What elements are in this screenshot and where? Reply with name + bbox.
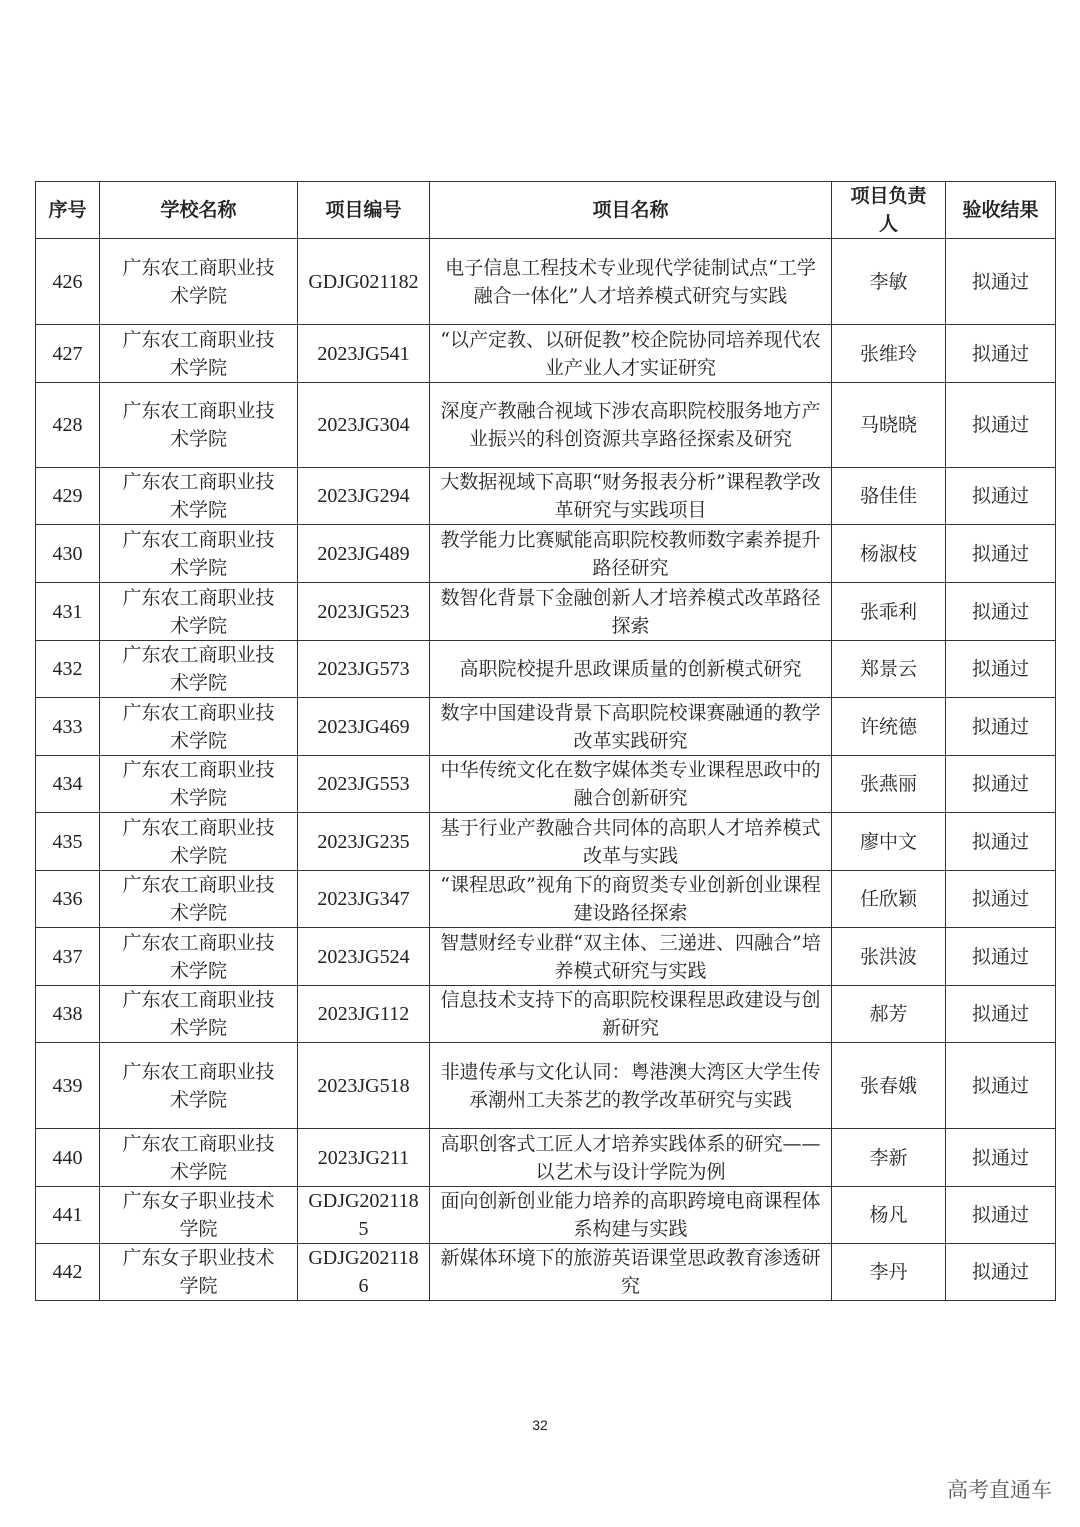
- header-lead: 项目负责人: [832, 182, 946, 239]
- table-row: [36, 468, 1056, 525]
- project-code: 2023JG541: [298, 325, 430, 383]
- project-name: 智慧财经专业群“双主体、三递进、四融合”培养模式研究与实践: [430, 928, 832, 986]
- project-lead: 郑景云: [832, 641, 946, 698]
- school-name: 广东农工商职业技术学院: [100, 1129, 298, 1187]
- project-code: 2023JG518: [298, 1043, 430, 1129]
- school-name: 广东农工商职业技术学院: [100, 383, 298, 468]
- project-name: “课程思政”视角下的商贸类专业创新创业课程建设路径探索: [430, 871, 832, 928]
- acceptance-result: 拟通过: [946, 986, 1056, 1043]
- row-number: 426: [36, 239, 100, 325]
- acceptance-result: 拟通过: [946, 1129, 1056, 1187]
- project-code: 2023JG294: [298, 468, 430, 525]
- acceptance-result: 拟通过: [946, 383, 1056, 468]
- row-number: 440: [36, 1129, 100, 1187]
- table-row: [36, 1244, 1056, 1301]
- table-row: [36, 698, 1056, 756]
- row-number: 441: [36, 1187, 100, 1244]
- project-name: 新媒体环境下的旅游英语课堂思政教育渗透研究: [430, 1244, 832, 1301]
- project-code: 2023JG524: [298, 928, 430, 986]
- acceptance-result: 拟通过: [946, 1244, 1056, 1301]
- project-name: 电子信息工程技术专业现代学徒制试点“工学融合一体化”人才培养模式研究与实践: [430, 239, 832, 325]
- school-name: 广东农工商职业技术学院: [100, 756, 298, 813]
- school-name: 广东农工商职业技术学院: [100, 928, 298, 986]
- table-row: [36, 871, 1056, 928]
- row-number: 429: [36, 468, 100, 525]
- table-row: [36, 383, 1056, 468]
- school-name: 广东农工商职业技术学院: [100, 871, 298, 928]
- project-lead: 李新: [832, 1129, 946, 1187]
- school-name: 广东农工商职业技术学院: [100, 325, 298, 383]
- table-row: [36, 1129, 1056, 1187]
- header-school: 学校名称: [100, 182, 298, 239]
- project-name: 高职创客式工匠人才培养实践体系的研究——以艺术与设计学院为例: [430, 1129, 832, 1187]
- acceptance-result: 拟通过: [946, 239, 1056, 325]
- project-code: 2023JG553: [298, 756, 430, 813]
- acceptance-result: 拟通过: [946, 1187, 1056, 1244]
- header-row: [36, 182, 1056, 239]
- acceptance-result: 拟通过: [946, 583, 1056, 641]
- row-number: 436: [36, 871, 100, 928]
- project-code: 2023JG211: [298, 1129, 430, 1187]
- table-row: [36, 1043, 1056, 1129]
- school-name: 广东农工商职业技术学院: [100, 1043, 298, 1129]
- school-name: 广东农工商职业技术学院: [100, 525, 298, 583]
- project-name: 信息技术支持下的高职院校课程思政建设与创新研究: [430, 986, 832, 1043]
- project-name: 高职院校提升思政课质量的创新模式研究: [430, 641, 832, 698]
- table-row: [36, 325, 1056, 383]
- project-lead: 张春娥: [832, 1043, 946, 1129]
- school-name: 广东农工商职业技术学院: [100, 468, 298, 525]
- row-number: 435: [36, 813, 100, 871]
- project-lead: 郝芳: [832, 986, 946, 1043]
- school-name: 广东农工商职业技术学院: [100, 583, 298, 641]
- project-code: 2023JG304: [298, 383, 430, 468]
- header-result: 验收结果: [946, 182, 1056, 239]
- row-number: 428: [36, 383, 100, 468]
- project-code: GDJG2021185: [298, 1187, 430, 1244]
- row-number: 430: [36, 525, 100, 583]
- row-number: 434: [36, 756, 100, 813]
- table-row: [36, 928, 1056, 986]
- project-name: 数字中国建设背景下高职院校课赛融通的教学改革实践研究: [430, 698, 832, 756]
- project-name: 面向创新创业能力培养的高职跨境电商课程体系构建与实践: [430, 1187, 832, 1244]
- project-name: 大数据视域下高职“财务报表分析”课程教学改革研究与实践项目: [430, 468, 832, 525]
- row-number: 431: [36, 583, 100, 641]
- school-name: 广东农工商职业技术学院: [100, 239, 298, 325]
- acceptance-result: 拟通过: [946, 641, 1056, 698]
- project-code: GDJG2021186: [298, 1244, 430, 1301]
- project-lead: 张燕丽: [832, 756, 946, 813]
- row-number: 438: [36, 986, 100, 1043]
- watermark: 高考直通车: [947, 1478, 1052, 1502]
- project-code: 2023JG523: [298, 583, 430, 641]
- school-name: 广东农工商职业技术学院: [100, 813, 298, 871]
- table-row: [36, 1187, 1056, 1244]
- project-lead: 骆佳佳: [832, 468, 946, 525]
- table-row: [36, 756, 1056, 813]
- project-lead: 任欣颖: [832, 871, 946, 928]
- project-acceptance-table: [35, 181, 1056, 1301]
- project-lead: 许统德: [832, 698, 946, 756]
- project-name: 基于行业产教融合共同体的高职人才培养模式改革与实践: [430, 813, 832, 871]
- project-name: 深度产教融合视域下涉农高职院校服务地方产业振兴的科创资源共享路径探索及研究: [430, 383, 832, 468]
- project-name: 中华传统文化在数字媒体类专业课程思政中的融合创新研究: [430, 756, 832, 813]
- project-lead: 李丹: [832, 1244, 946, 1301]
- acceptance-result: 拟通过: [946, 468, 1056, 525]
- school-name: 广东农工商职业技术学院: [100, 986, 298, 1043]
- project-code: 2023JG347: [298, 871, 430, 928]
- acceptance-result: 拟通过: [946, 525, 1056, 583]
- header-no: 序号: [36, 182, 100, 239]
- project-name: “以产定教、以研促教”校企院协同培养现代农业产业人才实证研究: [430, 325, 832, 383]
- acceptance-result: 拟通过: [946, 1043, 1056, 1129]
- table-row: [36, 986, 1056, 1043]
- row-number: 433: [36, 698, 100, 756]
- project-lead: 张乖利: [832, 583, 946, 641]
- project-code: 2023JG112: [298, 986, 430, 1043]
- acceptance-result: 拟通过: [946, 871, 1056, 928]
- acceptance-result: 拟通过: [946, 813, 1056, 871]
- project-lead: 杨凡: [832, 1187, 946, 1244]
- header-name: 项目名称: [430, 182, 832, 239]
- row-number: 427: [36, 325, 100, 383]
- school-name: 广东女子职业技术学院: [100, 1187, 298, 1244]
- project-name: 非遗传承与文化认同：粤港澳大湾区大学生传承潮州工夫茶艺的教学改革研究与实践: [430, 1043, 832, 1129]
- project-lead: 杨淑枝: [832, 525, 946, 583]
- project-code: 2023JG469: [298, 698, 430, 756]
- project-code: 2023JG489: [298, 525, 430, 583]
- table-row: [36, 525, 1056, 583]
- project-lead: 马晓晓: [832, 383, 946, 468]
- project-name: 教学能力比赛赋能高职院校教师数字素养提升路径研究: [430, 525, 832, 583]
- table-row: [36, 813, 1056, 871]
- table-row: [36, 583, 1056, 641]
- row-number: 437: [36, 928, 100, 986]
- acceptance-result: 拟通过: [946, 325, 1056, 383]
- project-lead: 李敏: [832, 239, 946, 325]
- table-row: [36, 641, 1056, 698]
- row-number: 432: [36, 641, 100, 698]
- project-lead: 张维玲: [832, 325, 946, 383]
- project-lead: 张洪波: [832, 928, 946, 986]
- acceptance-result: 拟通过: [946, 756, 1056, 813]
- row-number: 439: [36, 1043, 100, 1129]
- project-code: 2023JG235: [298, 813, 430, 871]
- school-name: 广东农工商职业技术学院: [100, 641, 298, 698]
- project-code: 2023JG573: [298, 641, 430, 698]
- table-row: [36, 239, 1056, 325]
- school-name: 广东农工商职业技术学院: [100, 698, 298, 756]
- school-name: 广东女子职业技术学院: [100, 1244, 298, 1301]
- project-lead: 廖中文: [832, 813, 946, 871]
- header-code: 项目编号: [298, 182, 430, 239]
- project-name: 数智化背景下金融创新人才培养模式改革路径探索: [430, 583, 832, 641]
- acceptance-result: 拟通过: [946, 698, 1056, 756]
- acceptance-result: 拟通过: [946, 928, 1056, 986]
- page-number: 32: [532, 1417, 548, 1433]
- row-number: 442: [36, 1244, 100, 1301]
- project-code: GDJG021182: [298, 239, 430, 325]
